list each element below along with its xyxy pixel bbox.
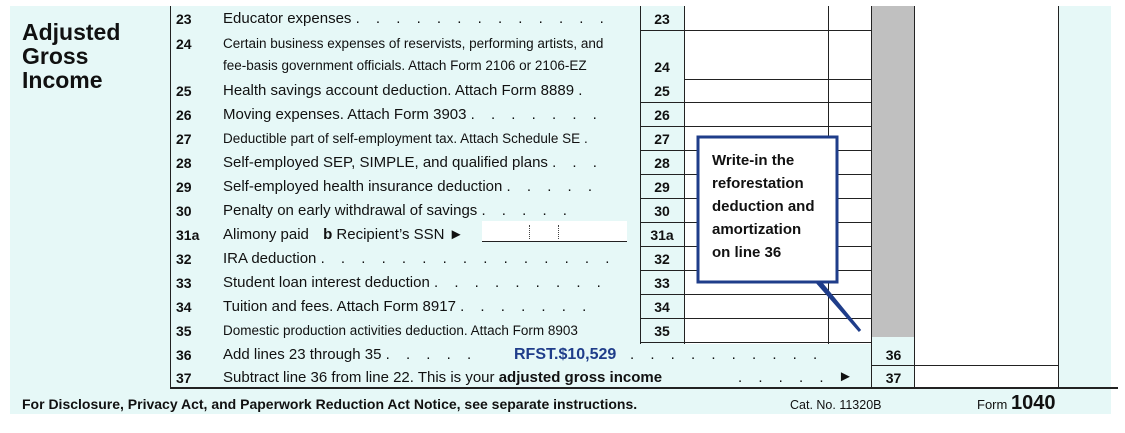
amount-input-25[interactable]	[685, 80, 827, 101]
section-title-line: Adjusted	[22, 19, 121, 45]
callout-line: reforestation	[712, 175, 804, 192]
line-description: Penalty on early withdrawal of savings . . . . .	[223, 202, 573, 219]
box-number: 37	[885, 370, 902, 386]
line-number: 30	[176, 203, 192, 219]
line-number: 29	[176, 179, 192, 195]
line-number: 25	[176, 83, 192, 99]
line-number: 27	[176, 131, 192, 147]
box-number: 32	[654, 251, 670, 267]
amount-input-36[interactable]	[915, 343, 1057, 364]
line-description: Add lines 23 through 35 . . . . .	[223, 346, 478, 363]
box-number: 25	[654, 83, 670, 99]
line-number: 32	[176, 251, 192, 267]
line-description: fee-basis government officials. Attach Form 2106 or 2106-EZ	[223, 58, 587, 73]
form-number: Form 1040	[977, 392, 1056, 414]
line-number: 35	[176, 323, 192, 339]
divider	[914, 6, 915, 388]
line-number: 36	[176, 347, 192, 363]
arrow-icon: ►	[838, 368, 853, 385]
line-description: Self-employed SEP, SIMPLE, and qualified plans . . .	[223, 154, 603, 171]
handwritten-entry: RFST.$10,529	[514, 346, 617, 363]
line-description: Student loan interest deduction . . . . . . . . .	[223, 274, 607, 291]
line-number: 26	[176, 107, 192, 123]
box-number: 31a	[650, 227, 674, 243]
box-number: 35	[654, 323, 670, 339]
box-number: 24	[654, 59, 670, 75]
line-number: 28	[176, 155, 192, 171]
line-description-dots: . . . . .	[738, 369, 830, 386]
divider	[1058, 6, 1059, 388]
line-number: 34	[176, 299, 192, 315]
line-description: Deductible part of self-employment tax. Attach Schedule SE .	[223, 131, 594, 146]
footer-notice: For Disclosure, Privacy Act, and Paperwork Reduction Act Notice, see separate instructions.	[22, 396, 638, 412]
box-number: 36	[885, 347, 902, 363]
box-number: 34	[654, 299, 670, 315]
box-number: 29	[654, 179, 670, 195]
callout-line: amortization	[712, 221, 802, 238]
shaded-column	[872, 6, 914, 337]
amount-input-23[interactable]	[685, 7, 827, 29]
line-number: 24	[176, 36, 192, 52]
callout-line: deduction and	[712, 198, 815, 215]
line-description: Tuition and fees. Attach Form 8917 . . . . . . .	[223, 298, 593, 315]
line-description: Domestic production activities deduction. Attach Form 8903	[223, 323, 578, 338]
divider	[640, 102, 871, 103]
callout-text	[712, 149, 842, 264]
catalog-number: Cat. No. 11320B	[790, 398, 882, 412]
line-description-dots: . . . . . . . . . .	[630, 346, 824, 363]
divider	[170, 6, 171, 388]
section-title-line: Gross	[22, 43, 89, 69]
line-number: 23	[176, 11, 192, 27]
line-description: Alimony paid b Recipient’s SSN ►	[223, 226, 464, 243]
amount-input-24[interactable]	[685, 31, 827, 78]
line-number: 33	[176, 275, 192, 291]
section-title-line: Income	[22, 67, 103, 93]
box-number: 26	[654, 107, 670, 123]
amount-input-37[interactable]	[915, 366, 1057, 386]
line-number: 31a	[176, 227, 200, 243]
line-description: Subtract line 36 from line 22. This is your adjusted gross income	[223, 369, 663, 386]
line-description: IRA deduction . . . . . . . . . . . . . . .	[223, 250, 616, 267]
line-description: Educator expenses . . . . . . . . . . . . .	[223, 10, 610, 27]
divider	[640, 126, 871, 127]
line-description: Self-employed health insurance deduction . . . . .	[223, 178, 599, 195]
amount-column-right	[914, 6, 1059, 388]
section-title	[22, 20, 162, 92]
box-number: 30	[654, 203, 670, 219]
line-description: Health savings account deduction. Attach Form 8889 .	[223, 82, 589, 99]
box-number: 28	[654, 155, 670, 171]
line-number: 37	[176, 370, 192, 386]
callout-line: on line 36	[712, 244, 782, 261]
recipient-ssn-field[interactable]	[482, 221, 627, 242]
divider	[871, 6, 872, 388]
line-description: Moving expenses. Attach Form 3903 . . . . . . .	[223, 106, 603, 123]
divider	[640, 342, 871, 343]
callout-line: Write-in the	[712, 152, 795, 169]
box-number: 33	[654, 275, 670, 291]
box-number: 23	[654, 11, 670, 27]
line-description: Certain business expenses of reservists, performing artists, and	[223, 36, 604, 51]
box-number: 27	[654, 131, 670, 147]
